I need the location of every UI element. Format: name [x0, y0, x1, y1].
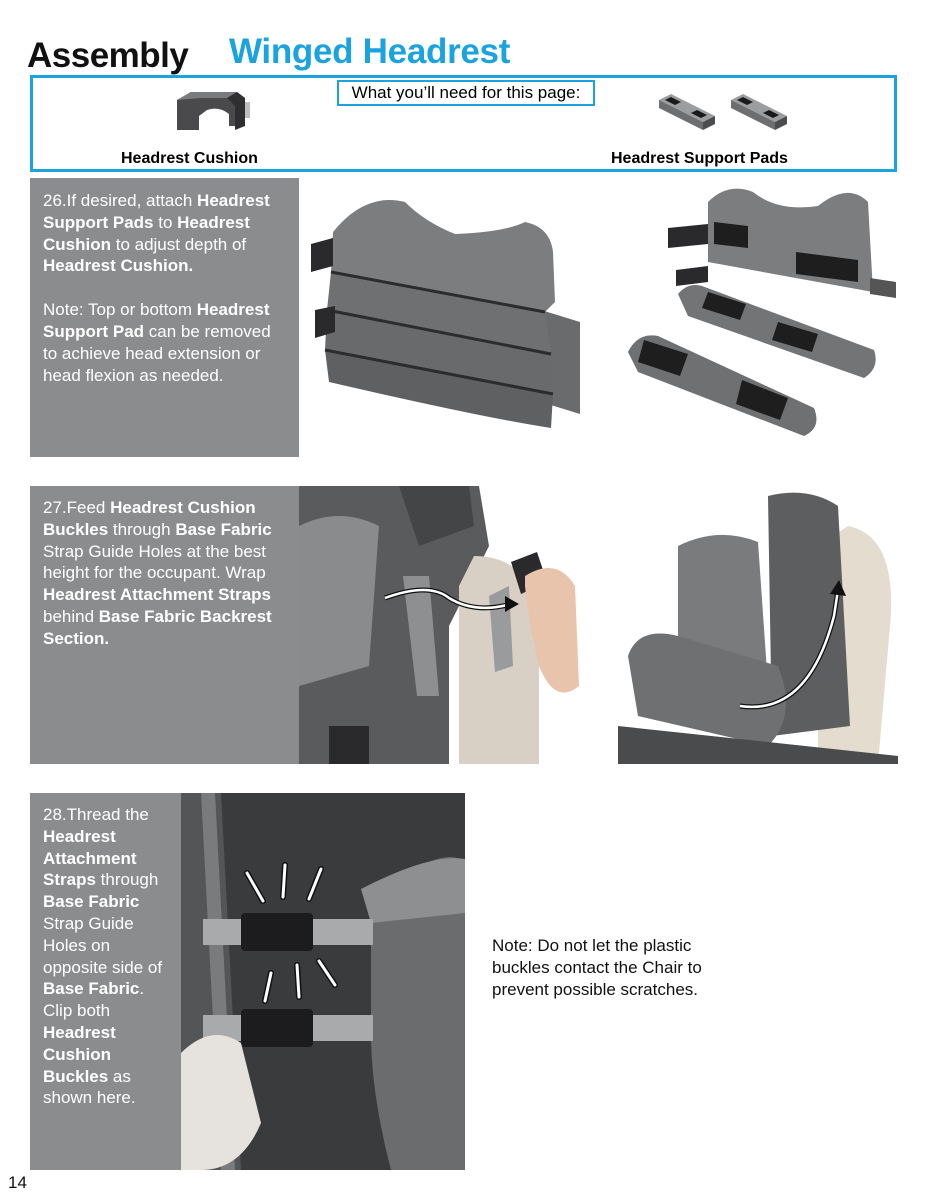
- support-pad-icon: [727, 92, 791, 132]
- section-title: Assembly: [27, 36, 189, 75]
- step-28-photo-clip-buckles: [181, 793, 465, 1170]
- step-26-photo-stacked-pads: [305, 182, 585, 437]
- step-26-note: Note: Top or bottom Headrest Support Pad can be removed to achieve head extension or head flexion as needed.: [43, 300, 271, 385]
- support-pad-icon: [655, 92, 719, 132]
- needs-title: What you’ll need for this page:: [337, 80, 595, 106]
- page-title: Winged Headrest: [229, 32, 511, 71]
- needs-item-cushion-label: Headrest Cushion: [121, 150, 258, 167]
- step-27-photo-feed-buckle: [299, 486, 579, 764]
- step-26-photo-separated-pads: [618, 182, 898, 452]
- headrest-cushion-icon: [171, 86, 251, 132]
- step-26-text: 26.If desired, attach Headrest Support Pads to Headrest Cushion to adjust depth of Headrest Cushion.: [43, 191, 270, 276]
- step-27-photo-wrap-straps: [618, 486, 898, 764]
- step-28-text: 28.Thread the Headrest Attachment Straps through Base Fabric Strap Guide Holes on opposite side of Base Fabric. Clip both Headrest Cushion Buckles as shown here.: [43, 805, 163, 1108]
- step-27-text: 27.Feed Headrest Cushion Buckles through Base Fabric Strap Guide Holes at the best height for the occupant. Wrap Headrest Attachment Straps behind Base Fabric Backrest Section.: [43, 498, 272, 648]
- page-number: 14: [8, 1173, 27, 1192]
- step-28-box: [30, 793, 181, 1170]
- needs-item-pads-label: Headrest Support Pads: [611, 150, 788, 167]
- scratch-note: Note: Do not let the plastic buckles contact the Chair to prevent possible scratches.: [492, 936, 702, 999]
- needs-box: [30, 75, 897, 172]
- step-27-box: [30, 486, 299, 764]
- step-26-box: [30, 178, 299, 457]
